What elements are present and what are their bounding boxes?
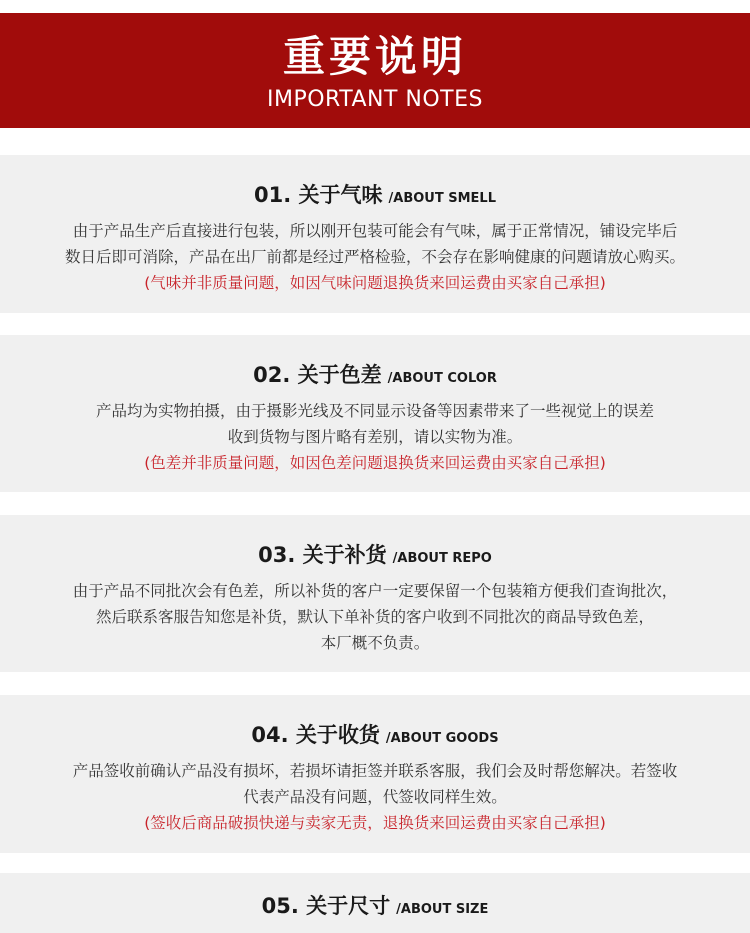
note-line: (气味并非质量问题，如因气味问题退换货来回运费由买家自己承担) xyxy=(144,274,606,292)
section-color xyxy=(0,335,750,492)
section-size xyxy=(0,873,750,933)
section-title xyxy=(0,180,750,214)
note-line: (色差并非质量问题，如因色差问题退换货来回运费由买家自己承担) xyxy=(144,454,606,472)
section-title-en: /ABOUT REPO xyxy=(392,551,492,566)
banner-title: 重要说明 xyxy=(282,32,467,81)
body-line: 数日后即可消除，产品在出厂前都是经过严格检验，不会存在影响健康的问题请放心购买。 xyxy=(64,248,685,266)
section-title-zh: 03. 关于补货 xyxy=(258,543,387,567)
section-body xyxy=(20,398,730,476)
body-line: 由于产品不同批次会有色差，所以补货的客户一定要保留一个包装箱方便我们查询批次， xyxy=(72,582,678,600)
section-title-zh: 04. 关于收货 xyxy=(251,723,380,747)
body-line: 产品均为实物拍摄，由于摄影光线及不同显示设备等因素带来了一些视觉上的误差 xyxy=(95,402,654,420)
section-title-zh: 02. 关于色差 xyxy=(253,363,382,387)
section-title-zh: 01. 关于气味 xyxy=(254,183,383,207)
body-line: 收到货物与图片略有差别，请以实物为准。 xyxy=(227,428,523,446)
note-line: (签收后商品破损快递与卖家无责，退换货来回运费由买家自己承担) xyxy=(144,814,606,832)
section-title-zh: 05. 关于尺寸 xyxy=(261,894,391,918)
body-line: 代表产品没有问题，代签收同样生效。 xyxy=(243,788,507,806)
section-smell xyxy=(0,155,750,313)
section-body xyxy=(20,218,730,296)
section-title-en: /ABOUT SIZE xyxy=(396,902,489,917)
body-line: 由于产品生产后直接进行包装，所以刚开包装可能会有气味，属于正常情况，铺设完毕后 xyxy=(72,222,678,240)
section-repo xyxy=(0,515,750,672)
section-title xyxy=(0,540,750,574)
section-body xyxy=(20,758,730,836)
body-line: 然后联系客服告知您是补货，默认下单补货的客户收到不同批次的商品导致色差， xyxy=(95,608,654,626)
section-title-en: /ABOUT SMELL xyxy=(388,191,496,206)
section-title xyxy=(0,891,750,925)
section-title xyxy=(0,720,750,754)
banner-subtitle: IMPORTANT NOTES xyxy=(267,87,483,112)
header-banner xyxy=(0,13,750,128)
section-goods xyxy=(0,695,750,853)
body-line: 产品签收前确认产品没有损坏，若损坏请拒签并联系客服，我们会及时帮您解决。若签收 xyxy=(72,762,678,780)
section-title-en: /ABOUT COLOR xyxy=(387,371,497,386)
section-body xyxy=(20,578,730,656)
body-line: 本厂概不负责。 xyxy=(320,634,430,652)
section-title xyxy=(0,360,750,394)
section-title-en: /ABOUT GOODS xyxy=(385,731,499,746)
